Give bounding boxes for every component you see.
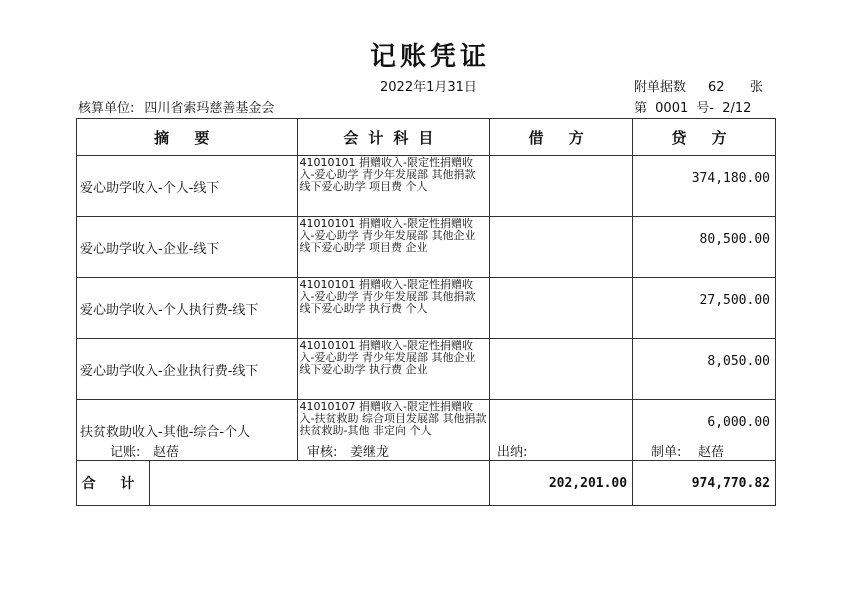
column-header-credit: 贷 方 [633,119,776,156]
preparer-label: 制单: [651,445,682,460]
row-debit [490,339,633,400]
column-header-summary: 摘 要 [77,119,298,156]
voucher-title: 记账凭证 [369,42,490,72]
reviewer-name: 姜继龙 [350,445,390,460]
bookkeeper-label: 记账: [110,445,141,460]
row-credit: 8,050.00 [633,339,776,400]
row-debit [490,217,633,278]
column-header-debit: 借 方 [490,119,633,156]
row-credit: 27,500.00 [633,278,776,339]
table-header-row [77,119,776,156]
voucher-number [634,97,755,116]
attachments-label: 附单据数 [634,80,687,95]
total-label-cell [77,461,490,506]
table-row [77,339,776,400]
row-summary: 爱心助学收入-企业执行费-线下 [77,339,298,400]
row-subject: 41010101 捐赠收入-限定性捐赠收入-爱心助学 青少年发展部 其他捐款 线下爱心助学 执行费 个人 [297,278,490,339]
column-header-subject: 会计科目 [297,119,490,156]
total-label: 合 计 [77,461,150,505]
row-subject: 41010107 捐赠收入-限定性捐赠收入-扶贫救助 综合项目发展部 其他捐款 扶贫救助-其他 非定向 个人 [297,400,490,461]
row-subject: 41010101 捐赠收入-限定性捐赠收入-爱心助学 青少年发展部 其他企业 线下爱心助学 执行费 企业 [297,339,490,400]
voucher-no: 0001 [655,101,689,116]
total-row [77,461,776,506]
row-summary: 爱心助学收入-个人执行费-线下 [77,278,298,339]
table-row [77,217,776,278]
preparer-name: 赵蓓 [698,445,725,460]
row-debit [490,278,633,339]
row-subject: 41010101 捐赠收入-限定性捐赠收入-爱心助学 青少年发展部 其他企业 线下爱心助学 项目费 企业 [297,217,490,278]
attachments-info [634,76,763,95]
row-credit: 80,500.00 [633,217,776,278]
bookkeeper-name: 赵蓓 [153,445,180,460]
row-debit [490,156,633,217]
total-credit: 974,770.82 [633,461,776,506]
row-summary: 爱心助学收入-个人-线下 [77,156,298,217]
attachments-count: 62 [708,80,725,95]
voucher-page: 2/12 [722,101,752,116]
reviewer-label: 审核: [307,445,338,460]
table-row [77,156,776,217]
voucher-date: 2022年1月31日 [380,80,477,95]
unit-name: 四川省索玛慈善基金会 [144,101,275,116]
voucher-suffix: 号- [696,101,715,116]
row-credit: 6,000.00 [633,400,776,461]
row-summary: 爱心助学收入-企业-线下 [77,217,298,278]
attachments-unit: 张 [750,80,764,95]
row-credit: 374,180.00 [633,156,776,217]
cashier-label: 出纳: [497,445,528,460]
accounting-unit [78,97,274,116]
table-row [77,278,776,339]
total-debit: 202,201.00 [490,461,633,506]
voucher-prefix: 第 [634,101,648,116]
row-subject: 41010101 捐赠收入-限定性捐赠收入-爱心助学 青少年发展部 其他捐款 线下爱心助学 项目费 个人 [297,156,490,217]
unit-label: 核算单位: [78,101,135,116]
row-summary: 扶贫救助收入-其他-综合-个人 [77,400,298,461]
